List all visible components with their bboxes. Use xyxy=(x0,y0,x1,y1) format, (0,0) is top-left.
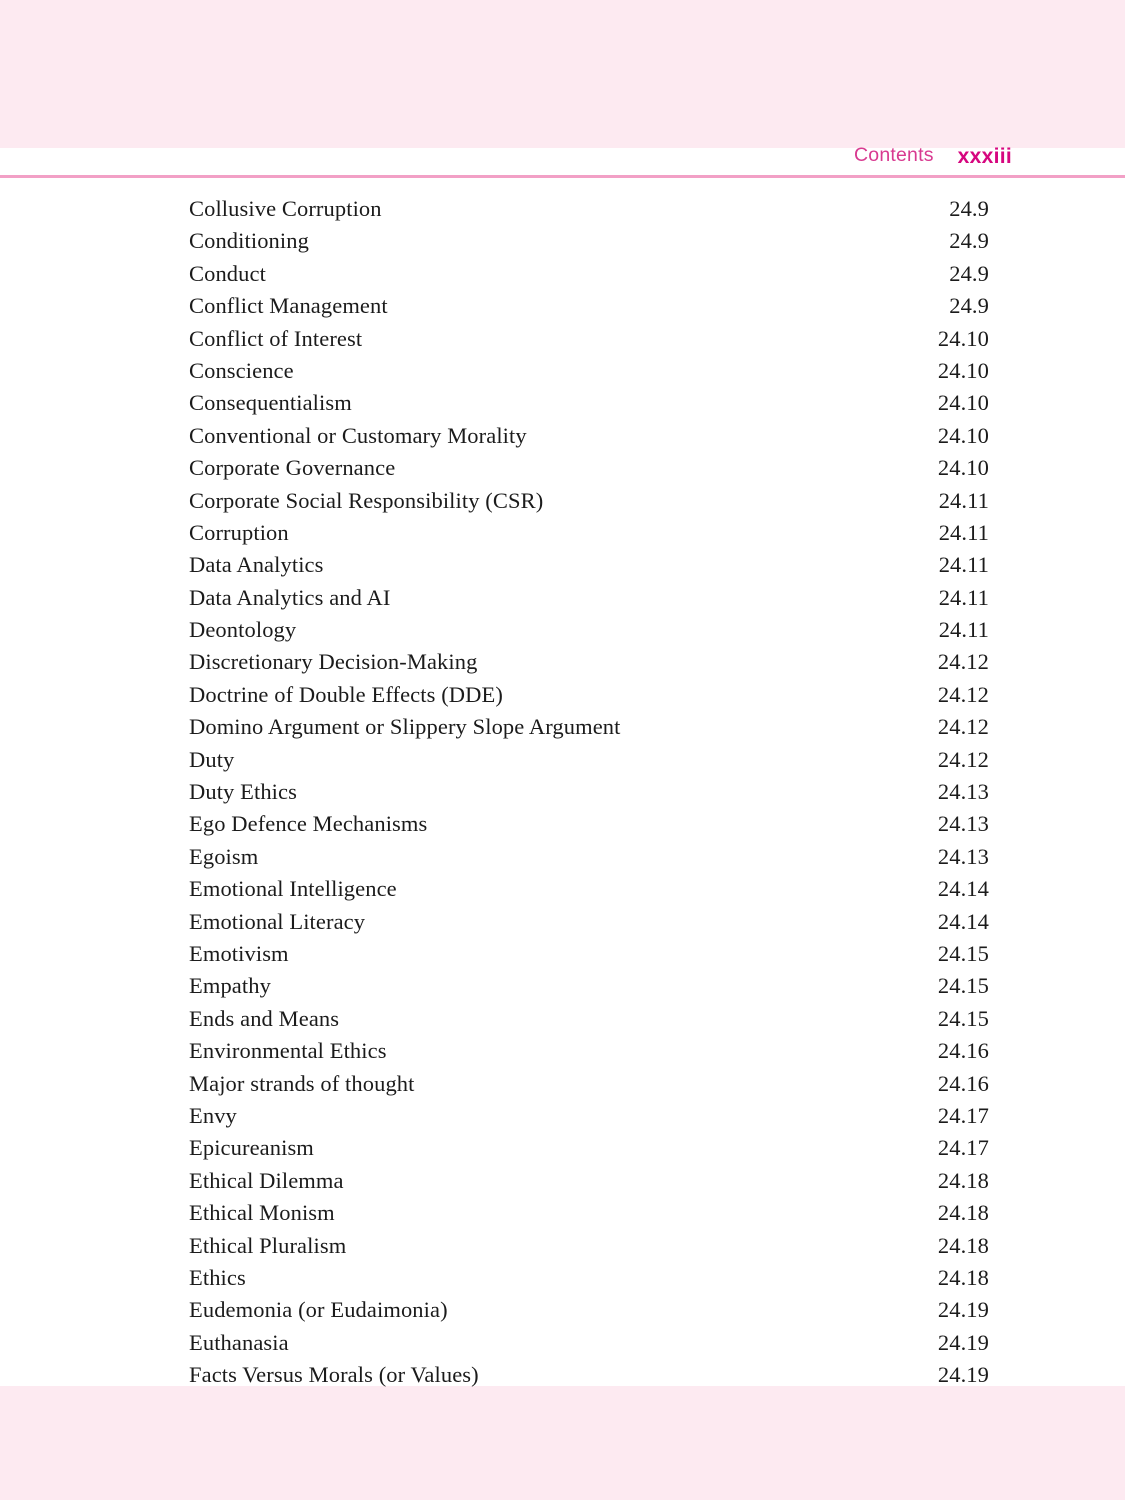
toc-entry-page-number: 24.17 xyxy=(937,1135,989,1161)
toc-entry-title: Duty Ethics xyxy=(189,779,297,805)
toc-entry-title: Doctrine of Double Effects (DDE) xyxy=(189,681,503,707)
table-of-contents-list xyxy=(189,196,989,1394)
toc-entry-title: Data Analytics xyxy=(189,552,324,578)
toc-entry-page-number: 24.11 xyxy=(938,584,989,610)
toc-entry-page-number: 24.15 xyxy=(937,973,989,999)
toc-entry-page-number: 24.9 xyxy=(949,260,989,286)
toc-entry-title: Conflict of Interest xyxy=(189,325,363,351)
toc-entry-page-number: 24.11 xyxy=(938,519,989,545)
toc-entry-title: Major strands of thought xyxy=(189,1070,415,1096)
toc-entry-page-number: 24.18 xyxy=(937,1167,989,1193)
toc-entry-row[interactable] xyxy=(189,423,989,455)
toc-entry-row[interactable] xyxy=(189,326,989,358)
running-head xyxy=(0,146,1125,176)
toc-entry-row[interactable] xyxy=(189,293,989,325)
toc-entry-page-number: 24.18 xyxy=(937,1200,989,1226)
toc-entry-page-number: 24.15 xyxy=(937,940,989,966)
toc-entry-row[interactable] xyxy=(189,196,989,228)
toc-entry-title: Ethical Monism xyxy=(189,1200,335,1226)
toc-entry-title: Emotional Literacy xyxy=(189,908,366,934)
toc-entry-title: Facts Versus Morals (or Values) xyxy=(189,1362,479,1388)
toc-entry-page-number: 24.10 xyxy=(937,390,989,416)
toc-entry-page-number: 24.17 xyxy=(937,1102,989,1128)
top-decorative-band xyxy=(0,0,1125,148)
toc-entry-row[interactable] xyxy=(189,1103,989,1135)
toc-entry-row[interactable] xyxy=(189,909,989,941)
toc-entry-page-number: 24.13 xyxy=(937,843,989,869)
toc-entry-page-number: 24.12 xyxy=(937,746,989,772)
toc-entry-row[interactable] xyxy=(189,747,989,779)
toc-entry-row[interactable] xyxy=(189,941,989,973)
toc-entry-title: Egoism xyxy=(189,843,259,869)
toc-entry-page-number: 24.11 xyxy=(938,552,989,578)
toc-entry-title: Ethical Dilemma xyxy=(189,1167,344,1193)
toc-entry-row[interactable] xyxy=(189,1200,989,1232)
toc-entry-page-number: 24.12 xyxy=(937,681,989,707)
toc-entry-title: Ego Defence Mechanisms xyxy=(189,811,428,837)
toc-entry-row[interactable] xyxy=(189,228,989,260)
toc-entry-title: Environmental Ethics xyxy=(189,1038,387,1064)
toc-entry-row[interactable] xyxy=(189,1330,989,1362)
toc-entry-row[interactable] xyxy=(189,1233,989,1265)
toc-entry-title: Eudemonia (or Eudaimonia) xyxy=(189,1297,448,1323)
toc-entry-title: Corruption xyxy=(189,519,289,545)
toc-entry-page-number: 24.10 xyxy=(937,422,989,448)
toc-entry-title: Corporate Social Responsibility (CSR) xyxy=(189,487,544,513)
toc-entry-title: Ethics xyxy=(189,1264,246,1290)
toc-entry-row[interactable] xyxy=(189,811,989,843)
toc-entry-page-number: 24.13 xyxy=(937,779,989,805)
toc-entry-title: Conflict Management xyxy=(189,293,388,319)
toc-entry-page-number: 24.13 xyxy=(937,811,989,837)
running-head-label: Contents xyxy=(854,144,934,166)
toc-entry-page-number: 24.10 xyxy=(937,455,989,481)
toc-entry-row[interactable] xyxy=(189,390,989,422)
toc-entry-title: Discretionary Decision-Making xyxy=(189,649,478,675)
toc-entry-row[interactable] xyxy=(189,261,989,293)
toc-entry-title: Corporate Governance xyxy=(189,455,396,481)
toc-entry-row[interactable] xyxy=(189,1006,989,1038)
toc-entry-row[interactable] xyxy=(189,358,989,390)
toc-entry-row[interactable] xyxy=(189,779,989,811)
toc-entry-title: Euthanasia xyxy=(189,1329,289,1355)
toc-entry-title: Data Analytics and AI xyxy=(189,584,391,610)
toc-entry-page-number: 24.12 xyxy=(937,714,989,740)
toc-entry-page-number: 24.11 xyxy=(938,487,989,513)
toc-entry-page-number: 24.19 xyxy=(937,1297,989,1323)
toc-entry-row[interactable] xyxy=(189,520,989,552)
toc-entry-page-number: 24.14 xyxy=(937,876,989,902)
toc-entry-row[interactable] xyxy=(189,617,989,649)
toc-entry-row[interactable] xyxy=(189,1362,989,1394)
toc-entry-title: Domino Argument or Slippery Slope Argument xyxy=(189,714,621,740)
toc-entry-row[interactable] xyxy=(189,1265,989,1297)
toc-entry-page-number: 24.10 xyxy=(937,357,989,383)
toc-entry-row[interactable] xyxy=(189,1038,989,1070)
toc-entry-row[interactable] xyxy=(189,488,989,520)
page-folio-number: xxxiii xyxy=(957,145,1012,168)
bottom-decorative-band xyxy=(0,1386,1125,1500)
toc-entry-page-number: 24.9 xyxy=(949,293,989,319)
toc-entry-title: Ends and Means xyxy=(189,1005,340,1031)
toc-entry-title: Conduct xyxy=(189,260,266,286)
toc-entry-title: Empathy xyxy=(189,973,271,999)
toc-entry-row[interactable] xyxy=(189,1135,989,1167)
toc-entry-row[interactable] xyxy=(189,876,989,908)
toc-entry-row[interactable] xyxy=(189,552,989,584)
toc-entry-title: Conventional or Customary Morality xyxy=(189,422,527,448)
toc-entry-title: Conscience xyxy=(189,357,294,383)
toc-entry-title: Epicureanism xyxy=(189,1135,314,1161)
toc-entry-title: Emotional Intelligence xyxy=(189,876,397,902)
toc-entry-row[interactable] xyxy=(189,1071,989,1103)
toc-entry-page-number: 24.10 xyxy=(937,325,989,351)
toc-entry-page-number: 24.9 xyxy=(949,228,989,254)
toc-entry-page-number: 24.16 xyxy=(937,1038,989,1064)
toc-entry-title: Collusive Corruption xyxy=(189,196,382,221)
toc-entry-title: Envy xyxy=(189,1102,237,1128)
toc-entry-page-number: 24.15 xyxy=(937,1005,989,1031)
toc-entry-row[interactable] xyxy=(189,973,989,1005)
toc-entry-row[interactable] xyxy=(189,585,989,617)
header-rule xyxy=(0,175,1125,178)
toc-entry-page-number: 24.14 xyxy=(937,908,989,934)
toc-entry-row[interactable] xyxy=(189,1297,989,1329)
toc-entry-title: Duty xyxy=(189,746,235,772)
toc-entry-title: Deontology xyxy=(189,617,297,643)
toc-entry-page-number: 24.19 xyxy=(937,1329,989,1355)
toc-entry-page-number: 24.19 xyxy=(937,1362,989,1388)
toc-entry-row[interactable] xyxy=(189,844,989,876)
toc-entry-title: Ethical Pluralism xyxy=(189,1232,347,1258)
toc-entry-page-number: 24.18 xyxy=(937,1264,989,1290)
toc-entry-page-number: 24.16 xyxy=(937,1070,989,1096)
toc-entry-row[interactable] xyxy=(189,455,989,487)
toc-entry-page-number: 24.18 xyxy=(937,1232,989,1258)
toc-entry-page-number: 24.12 xyxy=(937,649,989,675)
toc-entry-title: Consequentialism xyxy=(189,390,352,416)
toc-entry-row[interactable] xyxy=(189,649,989,681)
toc-entry-row[interactable] xyxy=(189,682,989,714)
toc-entry-row[interactable] xyxy=(189,714,989,746)
toc-entry-row[interactable] xyxy=(189,1168,989,1200)
toc-entry-page-number: 24.9 xyxy=(949,196,989,221)
toc-entry-title: Conditioning xyxy=(189,228,309,254)
toc-entry-page-number: 24.11 xyxy=(938,617,989,643)
toc-entry-title: Emotivism xyxy=(189,940,289,966)
